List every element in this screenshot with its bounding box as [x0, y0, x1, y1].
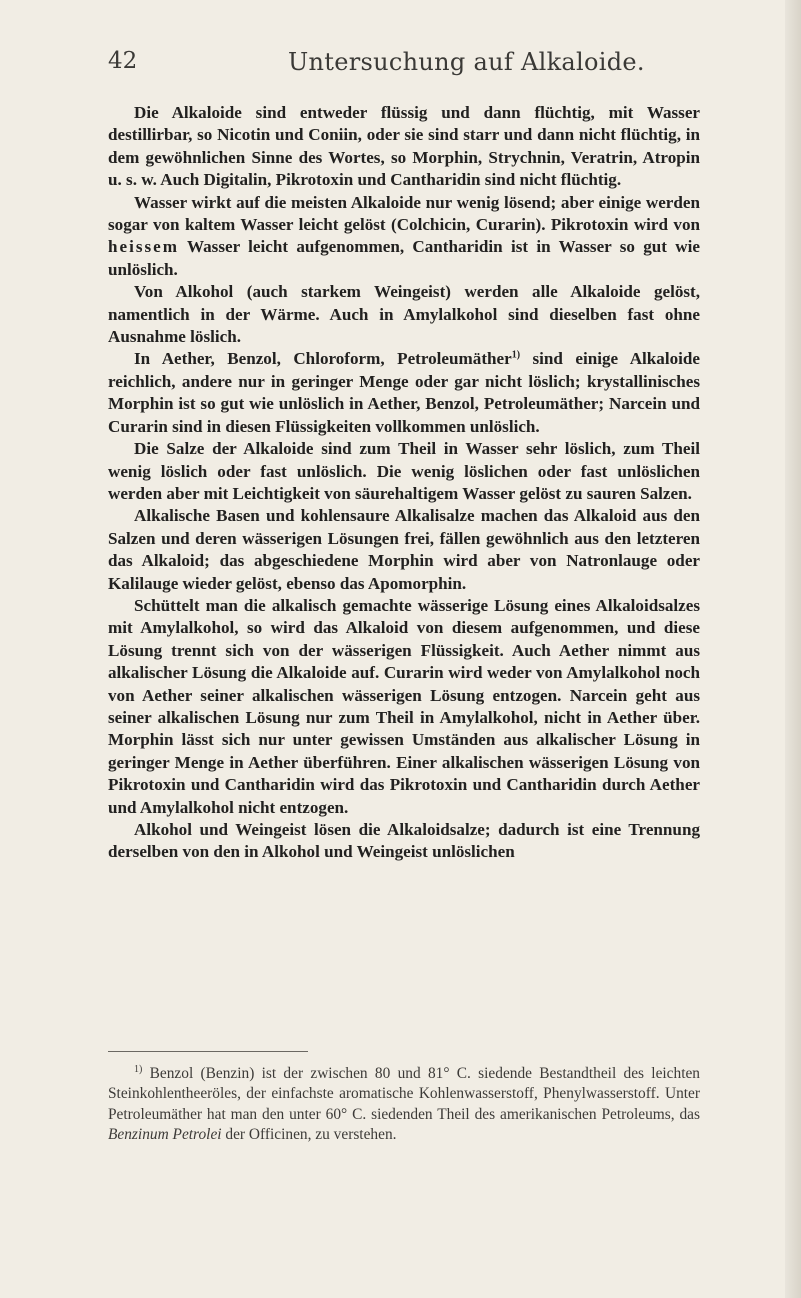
footnote-divider [108, 1051, 308, 1052]
body-text [108, 102, 700, 864]
paragraph-extraction: Schüttelt man die alkalisch gemachte wässerige Lösung eines Alkaloidsalzes mit Amylalkohol, so wird das Alkaloid von diesem aufgenommen, und diese Lösung trennt sich von der wässerigen Flüssigkeit. Auch Aether nimmt aus alkalischer Lösung die Alkaloide auf. Curarin wird weder von Amylalkohol noch von Aether seiner alkalischen wässerigen Lösung entzogen. Narcein geht aus seiner alkalischen Lösung nur zum Theil in Amylalkohol, nicht in Aether über. Morphin lässt sich nur unter gewissen Umständen aus alkalischer Lösung in geringer Menge in Aether überführen. Einer alkalischen wässerigen Lösung von Pikrotoxin und Cantharidin wird das Pikrotoxin und Cantharidin durch Aether und Amylalkohol nicht entzogen. [108, 595, 700, 817]
footnote-text-end: der Officinen, zu verstehen. [221, 1126, 397, 1144]
footnote [108, 1064, 700, 1146]
page-number: 42 [108, 48, 138, 74]
page-gutter [785, 0, 801, 1298]
paragraph-volatility: Die Alkaloide sind entweder flüssig und dann flüchtig, mit Wasser destillirbar, so Nicotin und Coniin, oder sie sind starr und dann nicht flüchtig, in dem gewöhnlichen Sinne des Wortes, so Morphin, Strychnin, Veratrin, Atropin u. s. w. Auch Digitalin, Pikrotoxin und Cantharidin sind nicht flüchtig. [108, 103, 700, 190]
paragraph-water-solubility [108, 192, 700, 282]
paragraph-alkaline-bases: Alkalische Basen und kohlensaure Alkalisalze machen das Alkaloid aus den Salzen und deren wässerigen Lösungen frei, fällen gewöhnlich aus den letzteren das Alkaloid; das abgeschiedene Morphin wird aber von Natronlauge oder Kalilauge wieder gelöst, ebenso das Apomorphin. [108, 506, 700, 593]
paragraph-water-part-1: Wasser wirkt auf die meisten Alkaloide nur wenig lösend; aber einige werden sogar von kaltem Wasser leicht gelöst (Colchicin, Curarin). Pikrotoxin wird von [108, 192, 700, 235]
footnote-reference: 1) [511, 349, 521, 361]
paragraph-water-part-2: Wasser leicht aufgenommen, Cantharidin ist in Wasser so gut wie unlöslich. [108, 237, 700, 279]
paragraph-weingeist: Alkohol und Weingeist lösen die Alkaloidsalze; dadurch ist eine Trennung derselben von den in Alkohol und Weingeist unlöslichen [108, 820, 700, 862]
running-title: Untersuchung auf Alkaloide. [288, 48, 645, 76]
page-header [108, 48, 708, 88]
paragraph-alcohol: Von Alkohol (auch starkem Weingeist) werden alle Alkaloide gelöst, namentlich in der Wärme. Auch in Amylalkohol sind dieselben fast ohne Ausnahme löslich. [108, 282, 700, 347]
paragraph-ether [108, 348, 700, 438]
footnote-italic-term: Benzinum Petrolei [108, 1126, 222, 1144]
footnote-text: Benzol (Benzin) ist der zwischen 80 und 81° C. siedende Bestandtheil des leichten Steinkohlentheeröles, der einfachste aromatische Kohlenwasserstoff, Phenylwasserstoff. Unter Petroleumäther hat man den unter 60° C. siedenden Theil des amerikanischen Petroleums, das [108, 1065, 700, 1123]
emphasized-word: heissem [108, 237, 179, 257]
paragraph-salts: Die Salze der Alkaloide sind zum Theil in Wasser sehr löslich, zum Theil wenig löslich oder fast unlöslich. Die wenig löslichen oder fast unlöslichen werden aber mit Leichtigkeit von säurehaltigem Wasser gelöst zu sauren Salzen. [108, 439, 700, 503]
paragraph-ether-part-2: sind einige Alkaloide reichlich, andere nur in geringer Menge oder gar nicht löslich; krystallinisches Morphin ist so gut wie unlöslich in Aether, Benzol, Petroleumäther; Narcein und Curarin sind in diesen Flüssigkeiten vollkommen unlöslich. [108, 349, 700, 436]
paragraph-ether-part-1: In Aether, Benzol, Chloroform, Petroleumäther [134, 349, 512, 369]
footnote-marker: 1) [134, 1063, 143, 1075]
